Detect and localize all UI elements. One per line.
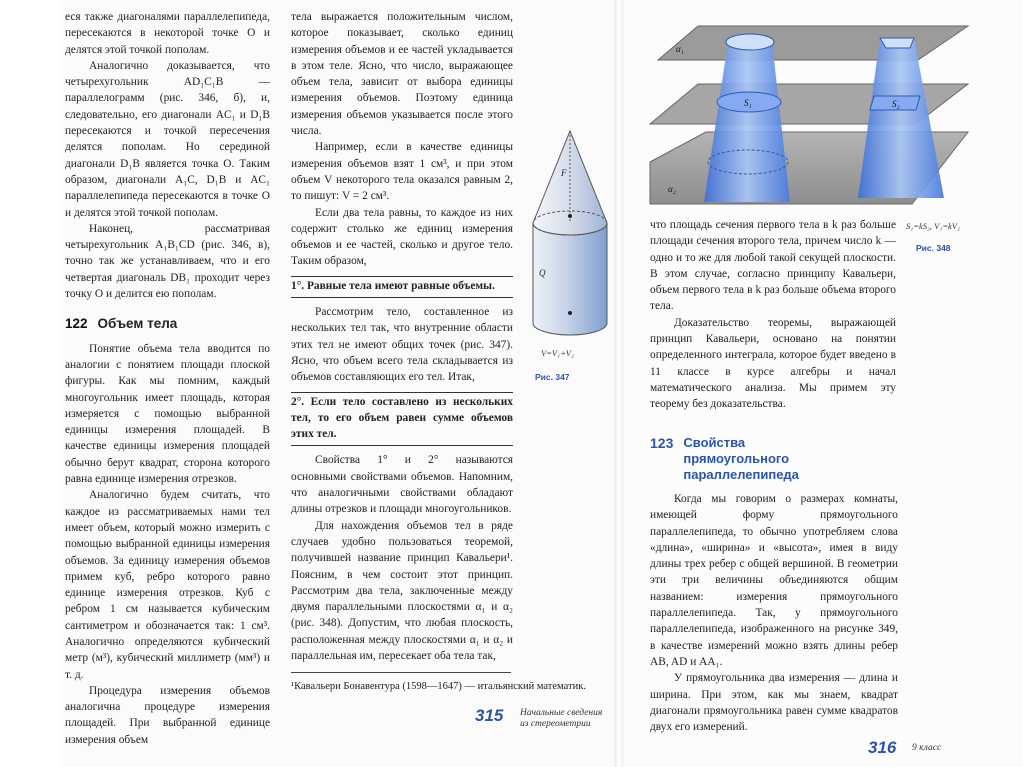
section-title: Свойства прямоугольного параллелепипеда [683,435,799,482]
body-2-shape [858,38,944,198]
middle-column [291,9,513,664]
footnote: ¹Кавальери Бонавентура (1598—1647) — итальянский математик. [291,681,586,692]
paragraph: Для нахождения объемов тел в ряде случаев удобно пользоваться теоремой, получившей название принцип Кавальери¹. Поясним, в чем состоит этот принцип. Рассмотрим два тела, заключенные между двумя параллельными плоскостями α₁ и α₂ (рис. 348). Допустим, что любая плоскость, расположенная между плоскостями α₁ и α₂ и параллельная им, пересекает оба тела так, [291,519,513,662]
figure-348-formula: S₁=kS₂, V₁=kV₂ [906,221,960,231]
paragraph: Доказательство теоремы, выражающей принцип Кавальери, основано на понятии определенного интеграла, которое будет введено в 11 классе в курсе алгебры и начал математического анализа. Мы примем эту теорему без доказательства. [650,316,896,411]
page-running-head-left: Начальные сведения из стереометрии [520,708,603,729]
right-column-top [650,217,896,413]
page-number-left: 315 [475,706,504,725]
body-2-top [880,38,914,48]
page-gutter [614,0,624,767]
figure-347-caption: Рис. 347 [535,372,570,382]
paragraph: Понятие объема тела вводится по аналогии с понятием площади плоской фигуры. Как мы помним, каждый многоугольник имеет площадь, которая измеряется с помощью выбранной единицы измерения площадей. В качестве единицы измерения площадей обычно берут квадрат, сторона которого равна единице измерения отрезков. [65,342,270,486]
paragraph: Например, если в качестве единицы измерения объемов взят 1 см³, и при этом объем V некоторого тела оказался равным 2, то пишут: V = 2 см³. [291,141,513,203]
figure-348 [648,12,970,208]
paragraph: Наконец, рассматривая четырехугольник A₁B₁CD (рис. 346, в), точно так же устанавливаем, что и его четвертая диагональ DB₁ проходит через точку O и делится ею пополам. [65,222,270,301]
label-s2: S₂ [892,99,900,109]
body-1-top [726,34,774,50]
section-heading-122 [65,316,270,332]
paragraph: У прямоугольника два измерения — длина и ширина. При этом, как мы знаем, квадрат диагонали прямоугольника равен сумме квадратов двух его измерений. [650,672,898,734]
section-number: 123 [650,435,674,451]
label-q: Q [539,268,546,278]
paragraph: Если два тела равны, то каждое из них содержит столько же единиц измерения объемов и ее частей, сколько и другое тело. Таким образом, [291,206,513,268]
section-number: 122 [65,316,88,332]
label-f: F [561,168,567,178]
figure-348-caption: Рис. 348 [916,243,951,253]
cylinder-shape [533,223,607,335]
section-heading-123 [650,435,898,483]
paragraph: Аналогично доказывается, что четырехугольник AD₁C₁B — параллелограмм (рис. 346, б), и, следовательно, его диагонали AC₁ и D₁B пересекаются и точкой пересечения делятся пополам. Но серединой диагонали D₁B является точка O. Таким образом, диагонали A₁C, D₁B и AC₁ параллелепипеда пересекаются в точке O и делятся этой точкой пополам. [65,59,270,219]
section-title: Объем тела [97,316,178,332]
paragraph: Когда мы говорим о размерах комнаты, имеющей форму прямоугольного параллелепипеда, то обычно употребляем слова «длина», «ширина» и «высота», имея в виду длины трех ребер с общей вершиной. В геометрии эти три величины объединяются общим названием: измерения прямоугольного параллелепипеда. Так, у прямоугольного параллелепипеда, изображенного на рисунке 349, в качестве измерений можно взять длины ребер AB, AD и AA₁. [650,493,898,668]
page-running-head-right: 9 класс [912,743,942,753]
page-number-right: 316 [868,738,897,757]
label-alpha2: α₂ [668,184,676,194]
label-alpha1: α₁ [676,44,684,54]
paragraph: что площадь сечения первого тела в k раз больше площади сечения второго тела, причем число k — одно и то же для любой такой секущей плоскости. В этом случае, согласно принципу Кавальери, объем первого тела в k раз больше объема второго тела. [650,219,896,313]
paragraph: Аналогично будем считать, что каждое из рассматриваемых нами тел имеет объем, который можно измерить с помощью выбранной единицы измерения объемов. За единицу измерения объемов примем куб, ребро которого равно единице измерения отрезков. Куб с ребром 1 см называется кубическим сантиметром и обозначается так: 1 см³. Аналогично определяются кубический метр (м³), кубический миллиметр (мм³) и т. д. [65,489,270,681]
label-s1: S₁ [744,98,752,108]
paragraph: Свойства 1° и 2° называются основными свойствами объемов. Напомним, что аналогичными свойствами обладают длины отрезков и площади многоугольников. [291,454,513,516]
paragraph: Процедура измерения объемов аналогична процедуре измерения площадей. При выбранной единице измерения объем [65,684,270,746]
paragraph: тела выражается положительным числом, которое показывает, сколько единиц измерения объемов и ее частей укладывается в этом теле. Ясно, что число, выражающее объем тела, зависит от выбора единицы измерения объемов. Поэтому единица измерения объемов указывается после этого числа. [291,11,513,138]
figure-347-formula: V=V₁+V₂ [541,348,574,358]
paragraph: еся также диагоналями параллелепипеда, пересекаются в некоторой точке O и делятся этой точкой пополам. [65,11,270,56]
property-box-1: 1°. Равные тела имеют равные объемы. [291,276,513,298]
property-box-2: 2°. Если тело составлено из нескольких тел, то его объем равен сумме объемов этих тел. [291,392,513,447]
plane-alpha1 [658,26,968,60]
right-column-bottom [650,435,898,735]
paragraph: Рассмотрим тело, составленное из нескольких тел так, что внутренние области этих тел не имеют общих точек (рис. 347). Ясно, что объем всего тела складывается из объемов составляющих его тел. Итак, [291,306,513,384]
body-1-shape [704,42,790,202]
footnote-divider [291,672,511,673]
left-column [65,9,270,748]
